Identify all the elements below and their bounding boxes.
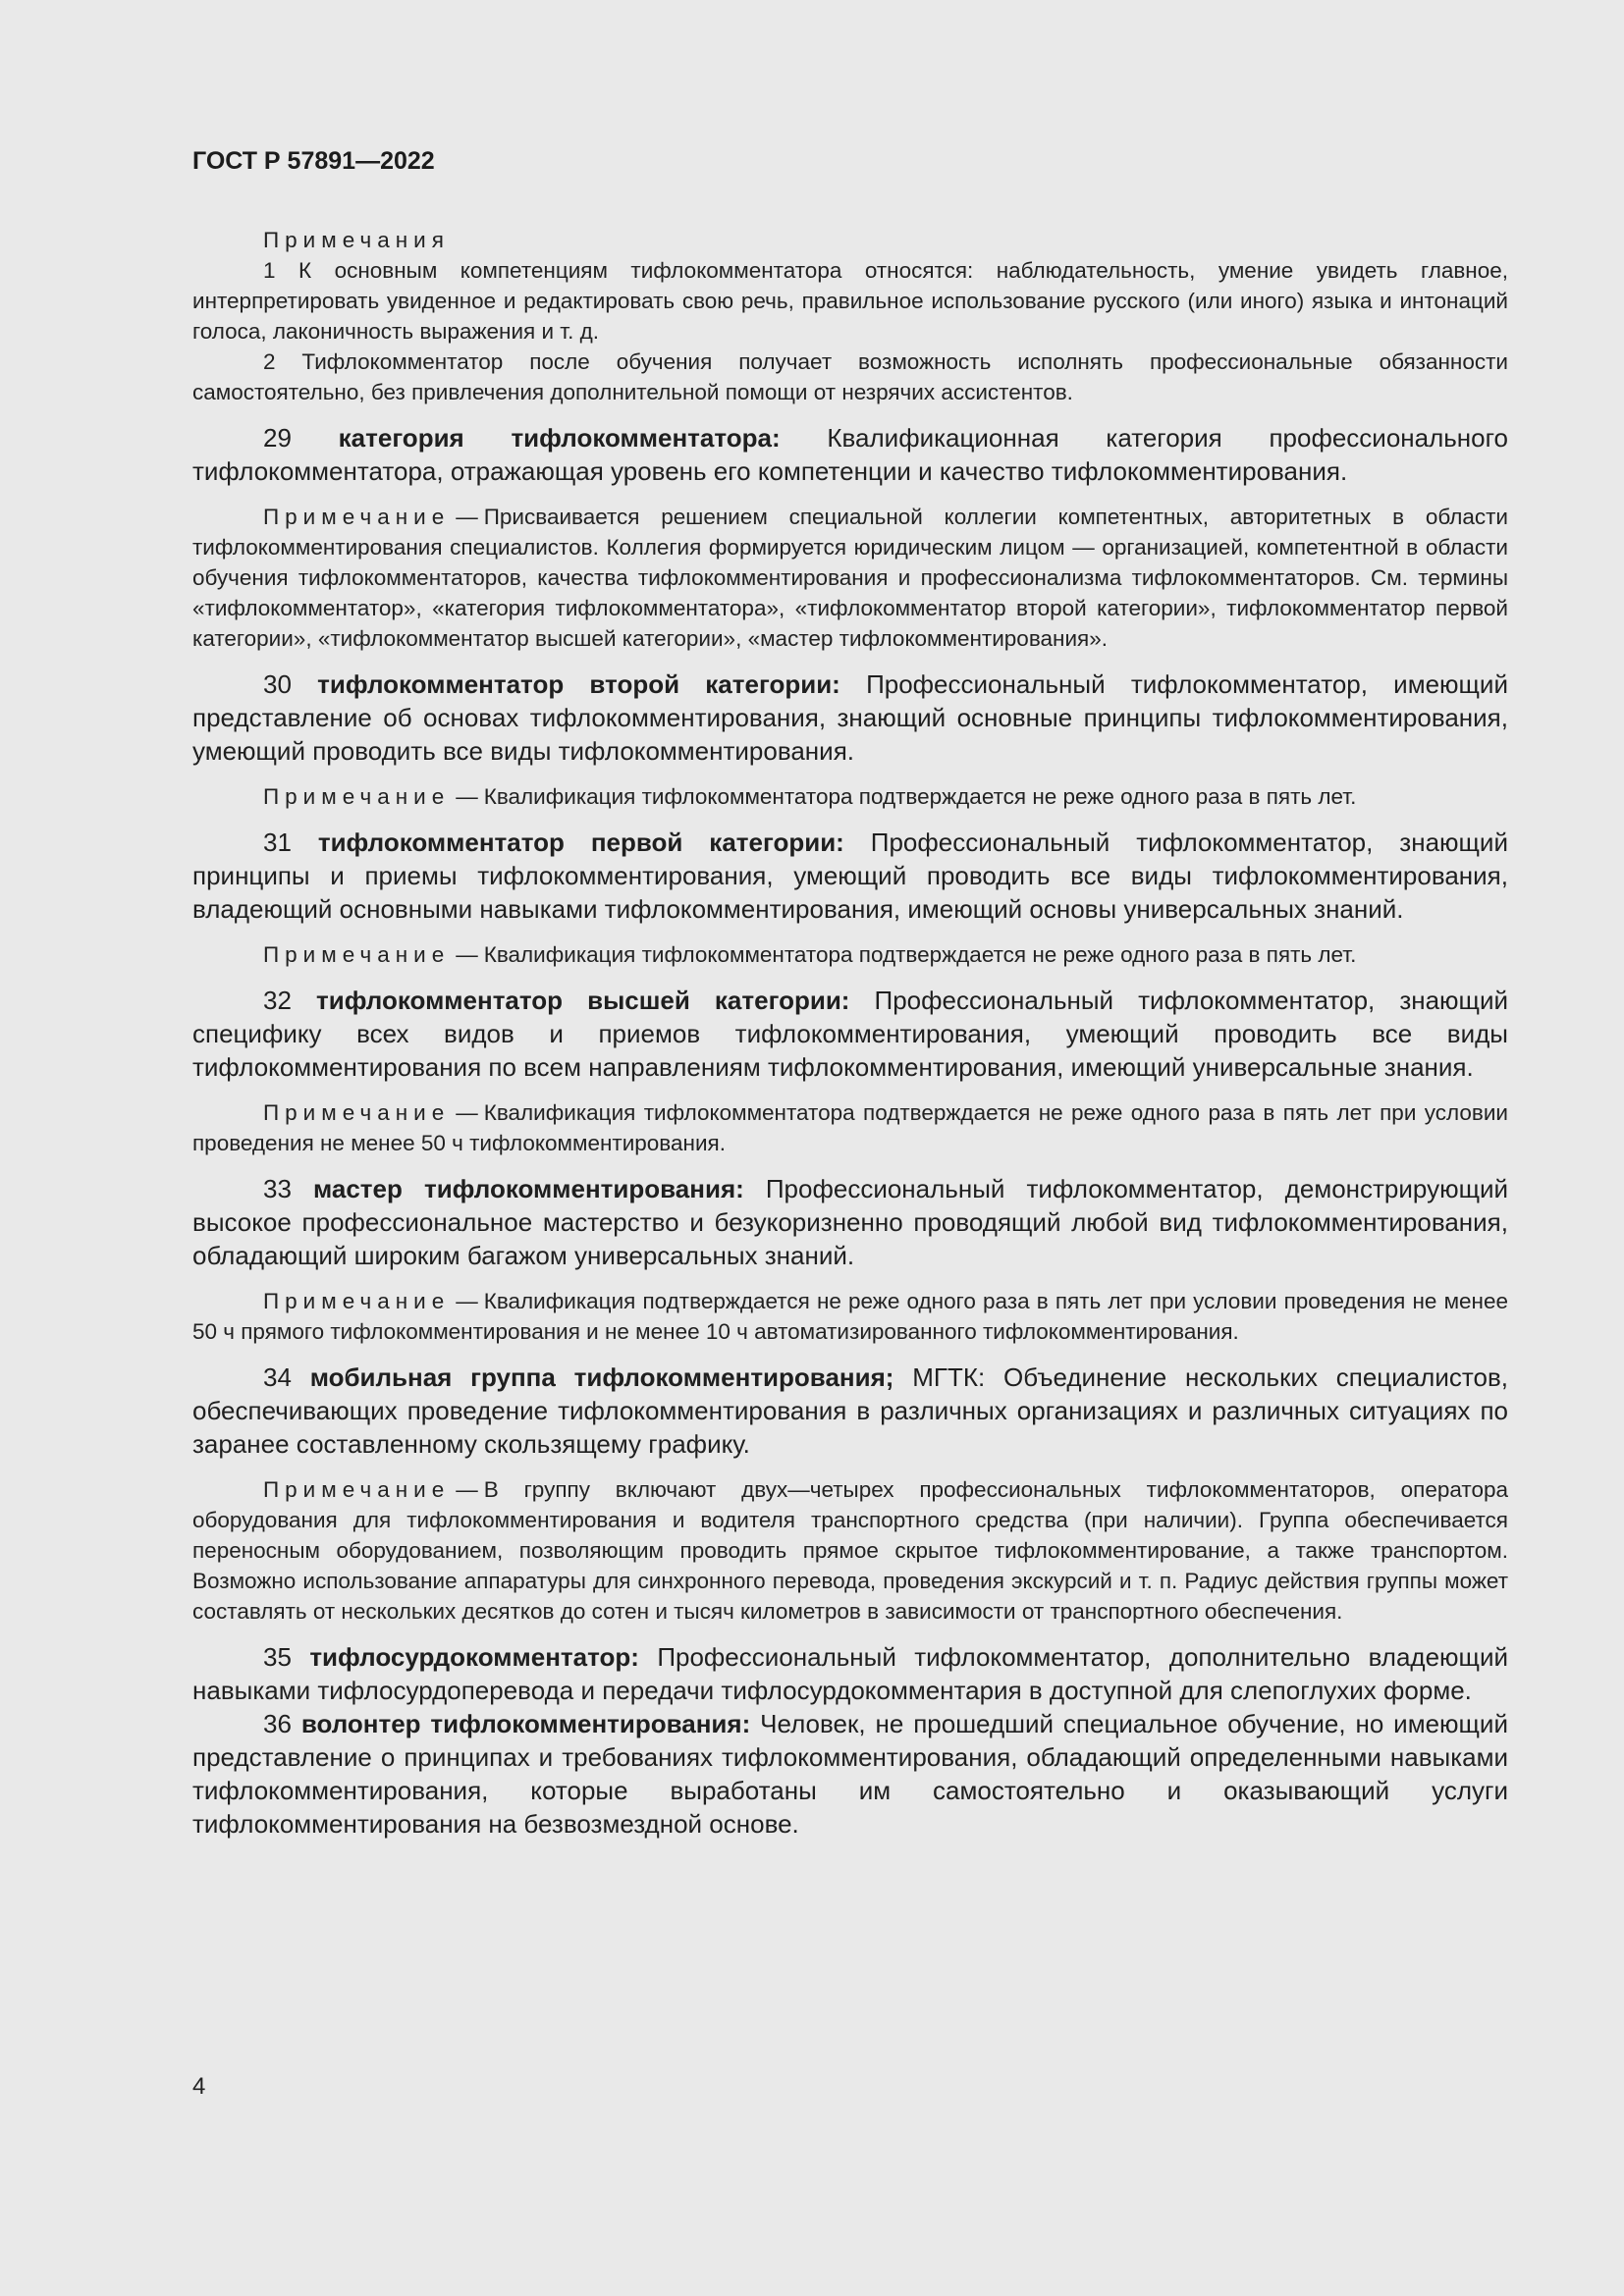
note-item: 1 К основным компетенциям тифлокомментатора относятся: наблюдательность, умение увидеть главное, интерпретировать увиденное и редактировать свою речь, правильное использование русского (или иного) языка и интонаций голоса, лаконичность выражения и т. д.: [192, 258, 1508, 344]
document-code: ГОСТ Р 57891—2022: [192, 147, 435, 175]
term-definition: Квалификационная категория профессионального тифлокомментатора, отражающая уровень его компетенции и качество тифлокомментирования.: [192, 423, 1508, 486]
note-text: В группу включают двух—четырех профессиональных тифлокомментаторов, оператора оборудования для тифлокомментирования и водителя транспортного средства (при наличии). Группа обеспечивается переносным оборудованием, позволяющим проводить прямое скрытое тифлокомментирование, а также транспортом. Возможно использование аппаратуры для синхронного перевода, проведения экскурсий и т. п. Радиус действия группы может составлять от нескольких десятков до сотен и тысяч километров в зависимости от транспортного обеспечения.: [192, 1477, 1508, 1624]
term-definition: Профессиональный тифлокомментатор, демонстрирующий высокое профессиональное мастерство и безукоризненно проводящий любой вид тифлокомментирования, обладающий широким багажом универсальных знаний.: [192, 1174, 1509, 1270]
note-item: 2 Тифлокомментатор после обучения получает возможность исполнять профессиональные обязанности самостоятельно, без привлечения дополнительной помощи от незрячих ассистентов.: [192, 349, 1508, 404]
term-definition: Профессиональный тифлокомментатор, дополнительно владеющий навыками тифлосурдоперевода и передачи тифлосурдокомментария в доступной для слепоглухих форме.: [192, 1642, 1508, 1705]
term-29-note: [192, 502, 1508, 654]
note-label: Примечание: [263, 1477, 451, 1502]
note-text: Квалификация тифлокомментатора подтверждается не реже одного раза в пять лет.: [483, 942, 1357, 967]
note-label: Примечание: [263, 505, 451, 529]
note-label: Примечание: [263, 942, 451, 967]
page-content: [192, 225, 1508, 1854]
term-name: тифлокомментатор первой категории:: [317, 828, 844, 857]
term-number: 36: [263, 1709, 292, 1738]
term-31-note: [192, 939, 1508, 970]
term-number: 34: [263, 1362, 292, 1392]
term-34-note: [192, 1474, 1508, 1627]
note-dash: —: [456, 784, 478, 809]
term-33-note: [192, 1286, 1508, 1347]
term-number: 35: [263, 1642, 292, 1672]
term-30-note: [192, 781, 1508, 812]
term-definition: Человек, не прошедший специальное обучение, но имеющий представление о принципах и требованиях тифлокомментирования, обладающий определенными навыками тифлокомментирования, которые выработаны им самостоятельно и оказывающий услуги тифлокомментирования на безвозмездной основе.: [192, 1709, 1508, 1839]
note-text: Присваивается решением специальной коллегии компетентных, авторитетных в области тифлокомментирования специалистов. Коллегия формируется юридическим лицом — организацией, компетентной в области обучения тифлокомментаторов, качества тифлокомментирования и профессионализма тифлокомментаторов. См. термины «тифлокомментатор», «категория тифлокомментатора», «тифлокомментатор второй категории», тифлокомментатор первой категории», «тифлокомментатор высшей категории», «мастер тифлокомментирования».: [192, 505, 1508, 651]
term-definition: Профессиональный тифлокомментатор, имеющий представление об основах тифлокомментирования, знающий основные принципы тифлокомментирования, умеющий проводить все виды тифлокомментирования.: [192, 669, 1508, 766]
term-30: [192, 667, 1508, 768]
term-number: 33: [263, 1174, 292, 1203]
term-31: [192, 826, 1508, 926]
term-36: [192, 1707, 1508, 1841]
note-label: Примечание: [263, 1289, 451, 1313]
note-text: Квалификация тифлокомментатора подтверждается не реже одного раза в пять лет при условии проведения не менее 50 ч тифлокомментирования.: [192, 1100, 1508, 1155]
term-32-note: [192, 1097, 1508, 1158]
term-number: 31: [263, 828, 292, 857]
term-35: [192, 1640, 1508, 1707]
term-name: тифлокомментатор высшей категории:: [315, 986, 850, 1015]
term-name: мобильная группа тифлокомментирования;: [309, 1362, 894, 1392]
notes-title: Примечания: [263, 228, 450, 252]
term-34: [192, 1361, 1508, 1461]
term-definition: Профессиональный тифлокомментатор, знающий специфику всех видов и приемов тифлокомментирования, умеющий проводить все виды тифлокомментирования по всем направлениям тифлокомментирования, имеющий универсальные знания.: [192, 986, 1508, 1082]
term-number: 30: [263, 669, 292, 699]
note-label: Примечание: [263, 1100, 451, 1125]
page-number: 4: [192, 2073, 206, 2100]
term-32: [192, 984, 1508, 1084]
note-dash: —: [456, 1477, 478, 1502]
note-label: Примечание: [263, 784, 451, 809]
term-name: волонтер тифлокомментирования:: [300, 1709, 751, 1738]
notes-intro: [192, 225, 1508, 407]
term-name: тифлосурдокомментатор:: [309, 1642, 639, 1672]
term-name: тифлокомментатор второй категории:: [317, 669, 840, 699]
note-dash: —: [456, 1289, 478, 1313]
term-name: категория тифлокомментатора:: [338, 423, 781, 453]
note-dash: —: [456, 1100, 478, 1125]
term-29: [192, 421, 1508, 488]
term-number: 29: [263, 423, 292, 453]
term-name: мастер тифлокомментирования:: [313, 1174, 744, 1203]
term-definition: Профессиональный тифлокомментатор, знающий принципы и приемы тифлокомментирования, умеющий проводить все виды тифлокомментирования, владеющий основными навыками тифлокомментирования, имеющий основы универсальных знаний.: [192, 828, 1508, 924]
note-text: Квалификация тифлокомментатора подтверждается не реже одного раза в пять лет.: [483, 784, 1357, 809]
term-33: [192, 1172, 1508, 1272]
term-number: 32: [263, 986, 292, 1015]
note-dash: —: [456, 942, 478, 967]
note-text: Квалификация подтверждается не реже одного раза в пять лет при условии проведения не менее 50 ч прямого тифлокомментирования и не менее 10 ч автоматизированного тифлокомментирования.: [192, 1289, 1508, 1344]
term-definition: МГТК: Объединение нескольких специалистов, обеспечивающих проведение тифлокомментирования в различных организациях и различных ситуациях по заранее составленному скользящему графику.: [192, 1362, 1508, 1459]
note-dash: —: [456, 505, 478, 529]
